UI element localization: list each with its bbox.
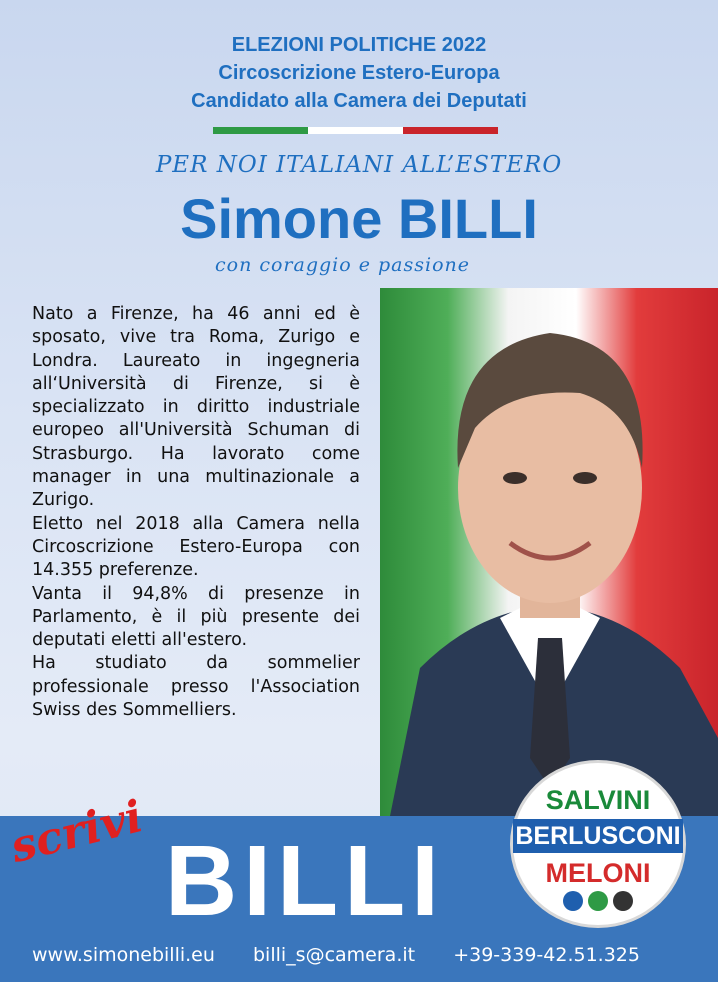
email-link[interactable]: billi_s@camera.it <box>253 944 416 966</box>
bio-paragraph: Vanta il 94,8% di presenze in Parlamento, è il più presente dei deputati eletti all'estero. <box>32 583 360 651</box>
scrivi-label: scrivi <box>5 791 148 873</box>
coalition-logo <box>510 760 686 928</box>
candidate-name: Simone BILLI <box>180 187 538 250</box>
bio-paragraph: Nato a Firenze, ha 46 anni ed è sposato, vive tra Roma, Zurigo e Londra. Laureato in ingegneria all‘Università di Firenze, si è specializzato in diritto industriale europeo all'Università Schuman di Strasburgo. Ha lavorato come manager in una multinazionale a Zurigo. <box>32 304 360 511</box>
party-symbol-icon <box>613 891 633 911</box>
vote-surname: BILLI <box>165 825 445 937</box>
logo-salvini: SALVINI <box>545 785 651 815</box>
contact-footer <box>32 944 640 966</box>
logo-meloni: MELONI <box>545 858 651 888</box>
party-symbol-icon <box>588 891 608 911</box>
constituency-label: Circoscrizione Estero-Europa <box>218 62 500 84</box>
motto: con coraggio e passione <box>215 254 470 276</box>
party-symbols <box>563 891 633 913</box>
phone-number: +39-339-42.51.325 <box>453 944 640 966</box>
bio-paragraph: Ha studiato da sommelier professionale presso l'Association Swiss des Sommelliers. <box>32 653 360 721</box>
bio-paragraph: Eletto nel 2018 alla Camera nella Circoscrizione Estero-Europa con 14.355 preferenze. <box>32 513 360 581</box>
italian-flag-stripe <box>213 127 498 134</box>
party-symbol-icon <box>563 891 583 911</box>
candidate-photo <box>380 288 718 816</box>
candidate-portrait-illustration <box>380 288 718 816</box>
candidate-biography <box>32 303 360 722</box>
election-title: ELEZIONI POLITICHE 2022 <box>231 34 487 56</box>
logo-berlusconi: BERLUSCONI <box>513 819 683 853</box>
candidacy-label: Candidato alla Camera dei Deputati <box>191 90 527 112</box>
website-link[interactable]: www.simonebilli.eu <box>32 944 215 966</box>
tagline: PER NOI ITALIANI ALL’ESTERO <box>155 152 563 178</box>
